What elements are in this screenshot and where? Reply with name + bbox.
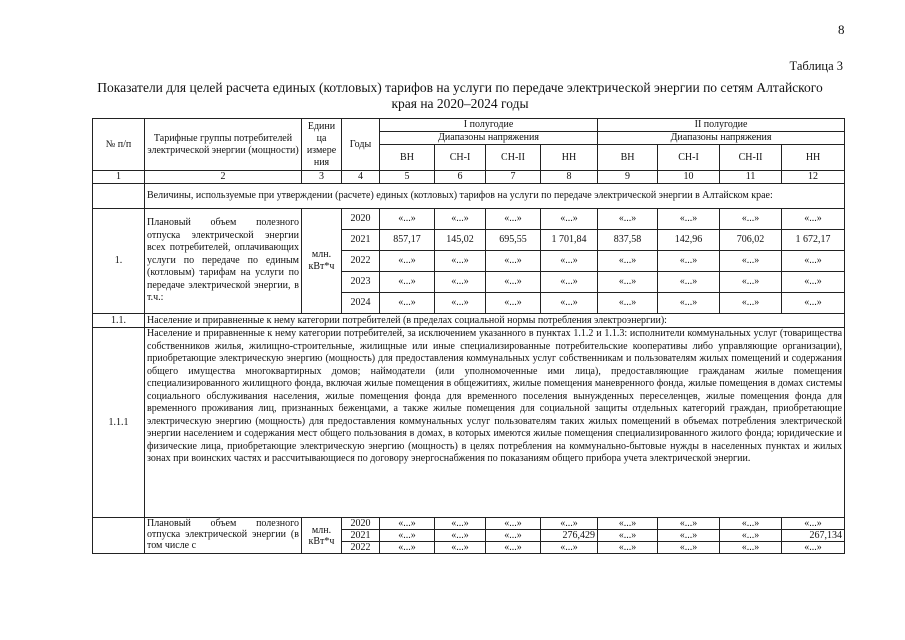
row-label: Население и приравненные к нему категории потребителей (в пределах социальной нормы потребления электроэнергии): [145, 314, 845, 328]
value-cell: «...» [598, 251, 658, 272]
value-cell: «...» [380, 251, 435, 272]
value-cell: 267,134 [782, 530, 845, 542]
value-cell: «...» [541, 209, 598, 230]
value-cell: «...» [541, 272, 598, 293]
value-cell: «...» [720, 530, 782, 542]
header-row-1 [93, 119, 845, 132]
column-number: 4 [342, 171, 380, 184]
value-cell: «...» [541, 293, 598, 314]
empty-cell [93, 184, 145, 209]
value-cell: «...» [782, 272, 845, 293]
value-cell: «...» [486, 272, 541, 293]
column-numbers-row [93, 171, 845, 184]
column-number: 8 [541, 171, 598, 184]
value-cell: «...» [598, 518, 658, 530]
column-number: 6 [435, 171, 486, 184]
value-cell: «...» [782, 518, 845, 530]
header-ranges-2: Диапазоны напряжения [598, 132, 845, 145]
column-number: 10 [658, 171, 720, 184]
column-number: 11 [720, 171, 782, 184]
value-cell: «...» [435, 209, 486, 230]
value-cell: «...» [658, 542, 720, 554]
value-cell: «...» [782, 542, 845, 554]
value-cell: «...» [658, 251, 720, 272]
value-cell: 1 672,17 [782, 230, 845, 251]
value-cell: «...» [598, 530, 658, 542]
header-level: СН-II [486, 145, 541, 171]
row-1-year-2020 [93, 209, 845, 230]
column-number: 3 [302, 171, 342, 184]
value-cell: 142,96 [658, 230, 720, 251]
year-cell: 2024 [342, 293, 380, 314]
value-cell: «...» [541, 518, 598, 530]
value-cell: «...» [720, 293, 782, 314]
header-half-1: I полугодие [380, 119, 598, 132]
year-cell: 2021 [342, 230, 380, 251]
header-num: № п/п [93, 119, 145, 171]
value-cell: 145,02 [435, 230, 486, 251]
value-cell: «...» [782, 293, 845, 314]
header-level: НН [541, 145, 598, 171]
section-intro: Величины, используемые при утверждении (расчете) единых (котловых) тарифов на услуги по передаче электрической энергии в Алтайском крае: [145, 184, 845, 209]
value-cell: 706,02 [720, 230, 782, 251]
value-cell: «...» [720, 209, 782, 230]
year-cell: 2020 [342, 209, 380, 230]
row-label: Плановый объем полезного отпуска электрической энергии всех потребителей, оплачивающих услуги по передаче по единым (котловым) тарифам на услуги по передаче электрической энергии, в т.ч.: [145, 209, 302, 314]
value-cell: «...» [720, 272, 782, 293]
value-cell: «...» [380, 518, 435, 530]
value-cell: «...» [720, 251, 782, 272]
year-cell: 2022 [342, 251, 380, 272]
header-level: ВН [598, 145, 658, 171]
value-cell: «...» [720, 542, 782, 554]
value-cell: «...» [658, 518, 720, 530]
row-number: 1.1. [93, 314, 145, 328]
value-cell: «...» [380, 272, 435, 293]
header-level: ВН [380, 145, 435, 171]
value-cell: «...» [486, 530, 541, 542]
empty-cell [93, 518, 145, 554]
value-cell: 695,55 [486, 230, 541, 251]
tariff-table [92, 118, 845, 554]
unit-label: млн. кВт*ч [302, 518, 342, 554]
value-cell: «...» [380, 542, 435, 554]
column-number: 12 [782, 171, 845, 184]
value-cell: «...» [435, 251, 486, 272]
value-cell: «...» [486, 542, 541, 554]
value-cell: «...» [486, 518, 541, 530]
header-level: СН-I [435, 145, 486, 171]
column-number: 7 [486, 171, 541, 184]
row-description: Население и приравненные к нему категории потребителей, за исключением указанного в пунктах 1.1.2 и 1.1.3: исполнители коммунальных услуг (товарищества собственников жилья, жилищно-строительные, жилищные или иные специализированные потребительские кооперативы либо управляющие организации), приобретающие электрическую энергию (мощность) для предоставления коммунальных услуг собственникам и пользователям жилых помещений и содержания общего имущества многоквартирных домов; наймодатели (или уполномоченные ими лица), предоставляющие гражданам жилые помещения специализированного жилищного фонда, включая жилые помещения в общежитиях, жилые помещения маневренного фонда, жилые помещения в домах системы социального обслуживания населения, жилые помещения фонда для временного поселения вынужденных переселенцев, жилые помещения фонда для временного проживания лиц, признанных беженцами, а также жилые помещения для социальной защиты отдельных категорий граждан, приобретающие электрическую энергию (мощность) для предоставления коммунальных услуг пользователям таких жилых помещений в объемах потребления электрической энергии населением и содержания мест общего пользования в домах, в которых имеются жилые помещения специализированного жилого фонда; юридические и физические лица, приобретающие электрическую энергию (мощность) в целях потребления на коммунально-бытовые нужды в населенных пунктах и жилых зонах при воинских частях и рассчитывающиеся по договору энергоснабжения по показаниям общего прибора учета электрической энергии. [145, 328, 845, 518]
value-cell: «...» [598, 272, 658, 293]
value-cell: «...» [658, 272, 720, 293]
page-number: 8 [838, 22, 845, 37]
value-cell: «...» [380, 293, 435, 314]
row-last-year-2020 [93, 518, 845, 530]
value-cell: «...» [598, 293, 658, 314]
value-cell: «...» [658, 293, 720, 314]
column-number: 9 [598, 171, 658, 184]
value-cell: «...» [658, 530, 720, 542]
header-level: СН-I [658, 145, 720, 171]
table-name: Таблица 3 [789, 59, 843, 73]
header-years: Годы [342, 119, 380, 171]
document-title: Показатели для целей расчета единых (котловых) тарифов на услуги по передаче электрической энергии по сетям Алтайского края на 2020–2024 годы [97, 80, 823, 111]
value-cell: 1 701,84 [541, 230, 598, 251]
header-half-2: II полугодие [598, 119, 845, 132]
value-cell: «...» [541, 542, 598, 554]
row-number: 1. [93, 209, 145, 314]
value-cell: «...» [782, 251, 845, 272]
value-cell: «...» [720, 518, 782, 530]
year-cell: 2021 [342, 530, 380, 542]
unit-label: млн. кВт*ч [302, 209, 342, 314]
column-number: 1 [93, 171, 145, 184]
value-cell: «...» [380, 530, 435, 542]
header-level: СН-II [720, 145, 782, 171]
header-level: НН [782, 145, 845, 171]
value-cell: 857,17 [380, 230, 435, 251]
value-cell: «...» [435, 530, 486, 542]
value-cell: «...» [435, 272, 486, 293]
year-cell: 2022 [342, 542, 380, 554]
section-intro-row [93, 184, 845, 209]
value-cell: «...» [486, 251, 541, 272]
value-cell: «...» [435, 518, 486, 530]
value-cell: «...» [435, 293, 486, 314]
header-ranges-1: Диапазоны напряжения [380, 132, 598, 145]
column-number: 2 [145, 171, 302, 184]
value-cell: «...» [486, 293, 541, 314]
row-1-1-1 [93, 328, 845, 518]
value-cell: 276,429 [541, 530, 598, 542]
value-cell: «...» [598, 542, 658, 554]
year-cell: 2023 [342, 272, 380, 293]
row-number: 1.1.1 [93, 328, 145, 518]
row-label: Плановый объем полезного отпуска электрической энергии (в том числе с [145, 518, 302, 554]
value-cell: «...» [782, 209, 845, 230]
header-groups: Тарифные группы потребителей электрической энергии (мощности) [145, 119, 302, 171]
value-cell: 837,58 [598, 230, 658, 251]
row-1-1 [93, 314, 845, 328]
value-cell: «...» [380, 209, 435, 230]
header-unit: Едини ца измере ния [302, 119, 342, 171]
value-cell: «...» [598, 209, 658, 230]
value-cell: «...» [486, 209, 541, 230]
value-cell: «...» [658, 209, 720, 230]
value-cell: «...» [541, 251, 598, 272]
year-cell: 2020 [342, 518, 380, 530]
value-cell: «...» [435, 542, 486, 554]
column-number: 5 [380, 171, 435, 184]
